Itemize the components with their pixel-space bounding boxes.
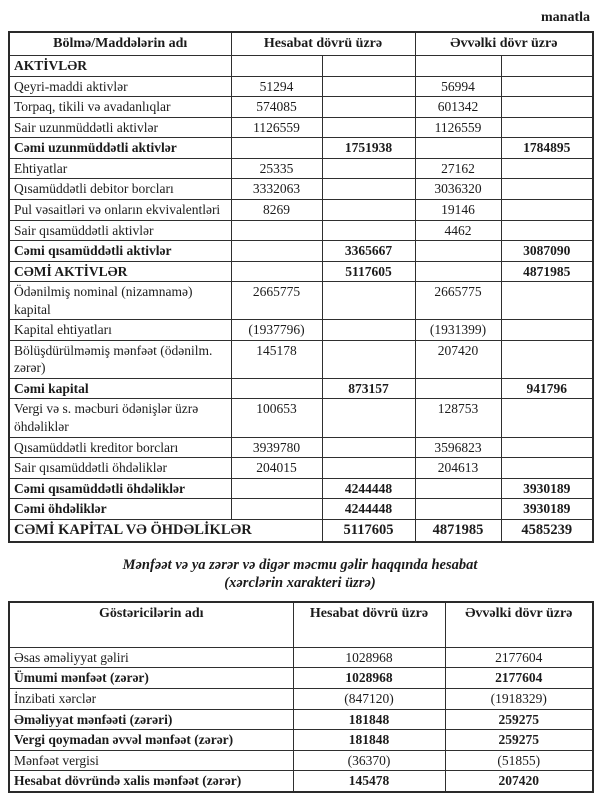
value-cell: 181848 xyxy=(293,709,445,730)
value-cell xyxy=(415,499,501,520)
value-cell xyxy=(322,158,415,179)
row-label-cell: Torpaq, tikili və avadanlıqlar xyxy=(9,97,231,118)
value-cell xyxy=(322,76,415,97)
value-cell: 3930189 xyxy=(501,478,593,499)
table-row xyxy=(9,750,593,771)
row-label-cell: Ümumi mənfəət (zərər) xyxy=(9,668,293,689)
row-label-cell: Kapital ehtiyatları xyxy=(9,320,231,341)
value-cell: 2177604 xyxy=(445,668,593,689)
value-cell xyxy=(415,241,501,262)
value-cell xyxy=(231,478,322,499)
row-label-cell: Qeyri-maddi aktivlər xyxy=(9,76,231,97)
value-cell xyxy=(501,56,593,77)
value-cell: (36370) xyxy=(293,750,445,771)
value-cell xyxy=(231,241,322,262)
value-cell: 27162 xyxy=(415,158,501,179)
table-row xyxy=(9,478,593,499)
value-cell: 601342 xyxy=(415,97,501,118)
balance-sheet-header-row xyxy=(9,32,593,56)
value-cell: 873157 xyxy=(322,378,415,399)
value-cell xyxy=(231,261,322,282)
table-row xyxy=(9,241,593,262)
value-cell: 19146 xyxy=(415,200,501,221)
table-row xyxy=(9,56,593,77)
row-label-cell: Cəmi qısamüddətli aktivlər xyxy=(9,241,231,262)
table-row xyxy=(9,158,593,179)
value-cell xyxy=(322,399,415,437)
value-cell: 1028968 xyxy=(293,647,445,668)
value-cell xyxy=(231,56,322,77)
row-label-cell: Ehtiyatlar xyxy=(9,158,231,179)
value-cell: 4244448 xyxy=(322,499,415,520)
value-cell xyxy=(501,340,593,378)
table-row xyxy=(9,261,593,282)
value-cell xyxy=(231,138,322,159)
table-row xyxy=(9,76,593,97)
value-cell xyxy=(415,261,501,282)
value-cell: 2177604 xyxy=(445,647,593,668)
table-row xyxy=(9,519,593,541)
currency-note: manatla xyxy=(541,10,590,25)
value-cell: 3036320 xyxy=(415,179,501,200)
table-row xyxy=(9,399,593,437)
value-cell: 56994 xyxy=(415,76,501,97)
row-label-cell: Əsas əməliyyat gəliri xyxy=(9,647,293,668)
value-cell xyxy=(322,320,415,341)
row-label-cell: İnzibati xərclər xyxy=(9,688,293,709)
value-cell: 4871985 xyxy=(415,519,501,541)
table-row xyxy=(9,320,593,341)
row-label-cell: Pul vəsaitləri və onların ekvivalentləri xyxy=(9,200,231,221)
table-row xyxy=(9,200,593,221)
table-row xyxy=(9,97,593,118)
row-label-cell: Sair qısamüddətli öhdəliklər xyxy=(9,458,231,479)
row-label-cell: Cəmi qısamüddətli öhdəliklər xyxy=(9,478,231,499)
row-label-cell: Cəmi öhdəliklər xyxy=(9,499,231,520)
value-cell: 3365667 xyxy=(322,241,415,262)
balance-sheet-table xyxy=(8,31,594,543)
value-cell: 259275 xyxy=(445,730,593,751)
value-cell: 3930189 xyxy=(501,499,593,520)
value-cell xyxy=(501,158,593,179)
value-cell xyxy=(231,220,322,241)
table-row xyxy=(9,220,593,241)
value-cell: (51855) xyxy=(445,750,593,771)
value-cell: 5117605 xyxy=(322,261,415,282)
value-cell xyxy=(415,138,501,159)
value-cell xyxy=(322,97,415,118)
value-cell: 259275 xyxy=(445,709,593,730)
value-cell: 100653 xyxy=(231,399,322,437)
value-cell: 25335 xyxy=(231,158,322,179)
row-label-cell: Mənfəət vergisi xyxy=(9,750,293,771)
value-cell: 574085 xyxy=(231,97,322,118)
value-cell: 2665775 xyxy=(231,282,322,320)
value-cell xyxy=(501,117,593,138)
value-cell: 4871985 xyxy=(501,261,593,282)
row-label-cell: Ödənilmiş nominal (nizamnamə) kapital xyxy=(9,282,231,320)
value-cell xyxy=(322,340,415,378)
table-row xyxy=(9,709,593,730)
value-cell xyxy=(322,179,415,200)
value-cell xyxy=(322,220,415,241)
value-cell: 207420 xyxy=(445,771,593,792)
value-cell: 51294 xyxy=(231,76,322,97)
value-cell: (847120) xyxy=(293,688,445,709)
row-label-cell: CƏMİ KAPİTAL VƏ ÖHDƏLİKLƏR xyxy=(9,519,322,541)
value-cell xyxy=(501,97,593,118)
value-cell: 8269 xyxy=(231,200,322,221)
value-cell: 2665775 xyxy=(415,282,501,320)
value-cell: (1931399) xyxy=(415,320,501,341)
table-row xyxy=(9,179,593,200)
row-label-cell: Qısamüddətli debitor borcları xyxy=(9,179,231,200)
value-cell xyxy=(501,320,593,341)
row-label-cell: Cəmi uzunmüddətli aktivlər xyxy=(9,138,231,159)
table-row xyxy=(9,117,593,138)
value-cell xyxy=(415,378,501,399)
row-label-cell: Sair qısamüddətli aktivlər xyxy=(9,220,231,241)
value-cell: 4585239 xyxy=(501,519,593,541)
column-header-previous-period: Əvvəlki dövr üzrə xyxy=(415,32,593,56)
row-label-cell: Əməliyyat mənfəəti (zərəri) xyxy=(9,709,293,730)
value-cell: 1126559 xyxy=(231,117,322,138)
row-label-cell: Bölüşdürülməmiş mənfəət (ödənilm. zərər) xyxy=(9,340,231,378)
value-cell: 5117605 xyxy=(322,519,415,541)
column-header-indicator-name: Göstəricilərin adı xyxy=(9,602,293,648)
row-label-cell: Cəmi kapital xyxy=(9,378,231,399)
value-cell: 207420 xyxy=(415,340,501,378)
value-cell xyxy=(501,220,593,241)
value-cell xyxy=(415,56,501,77)
value-cell: (1937796) xyxy=(231,320,322,341)
table-row xyxy=(9,458,593,479)
value-cell xyxy=(322,282,415,320)
value-cell: 1751938 xyxy=(322,138,415,159)
table-row xyxy=(9,378,593,399)
value-cell: 145178 xyxy=(231,340,322,378)
value-cell xyxy=(501,200,593,221)
value-cell: 4244448 xyxy=(322,478,415,499)
value-cell: 3939780 xyxy=(231,437,322,458)
value-cell xyxy=(322,437,415,458)
value-cell: 1126559 xyxy=(415,117,501,138)
table-row xyxy=(9,730,593,751)
value-cell: (1918329) xyxy=(445,688,593,709)
row-label-cell: CƏMİ AKTİVLƏR xyxy=(9,261,231,282)
value-cell: 145478 xyxy=(293,771,445,792)
value-cell xyxy=(501,76,593,97)
value-cell xyxy=(501,437,593,458)
table-row xyxy=(9,282,593,320)
value-cell: 4462 xyxy=(415,220,501,241)
value-cell: 1028968 xyxy=(293,668,445,689)
income-statement-table xyxy=(8,601,594,793)
value-cell: 204613 xyxy=(415,458,501,479)
table-row xyxy=(9,771,593,792)
value-cell: 3596823 xyxy=(415,437,501,458)
value-cell xyxy=(501,399,593,437)
value-cell: 941796 xyxy=(501,378,593,399)
value-cell xyxy=(415,478,501,499)
income-statement-body xyxy=(9,647,593,791)
table-row xyxy=(9,437,593,458)
value-cell: 3332063 xyxy=(231,179,322,200)
table-row xyxy=(9,647,593,668)
row-label-cell: Vergi qoymadan əvvəl mənfəət (zərər) xyxy=(9,730,293,751)
value-cell xyxy=(322,458,415,479)
value-cell: 181848 xyxy=(293,730,445,751)
column-header-section-name: Bölmə/Maddələrin adı xyxy=(9,32,231,56)
value-cell: 204015 xyxy=(231,458,322,479)
value-cell xyxy=(231,378,322,399)
income-statement-header-row xyxy=(9,602,593,648)
row-label-cell: AKTİVLƏR xyxy=(9,56,231,77)
table-row xyxy=(9,340,593,378)
value-cell xyxy=(322,56,415,77)
row-label-cell: Qısamüddətli kreditor borcları xyxy=(9,437,231,458)
income-statement-title-line1: Mənfəət və ya zərər və digər məcmu gəlir haqqında hesabat xyxy=(122,556,478,573)
value-cell xyxy=(501,282,593,320)
value-cell: 3087090 xyxy=(501,241,593,262)
table-row xyxy=(9,499,593,520)
value-cell xyxy=(231,499,322,520)
income-statement-title-line2: (xərclərin xarakteri üzrə) xyxy=(224,574,376,591)
table-row xyxy=(9,668,593,689)
row-label-cell: Hesabat dövründə xalis mənfəət (zərər) xyxy=(9,771,293,792)
value-cell xyxy=(501,458,593,479)
value-cell xyxy=(322,200,415,221)
row-label-cell: Vergi və s. məcburi ödənişlər üzrə öhdəliklər xyxy=(9,399,231,437)
value-cell xyxy=(501,179,593,200)
value-cell xyxy=(322,117,415,138)
income-statement-title xyxy=(8,556,592,592)
table-row xyxy=(9,688,593,709)
column-header-previous-period: Əvvəlki dövr üzrə xyxy=(445,602,593,648)
value-cell: 128753 xyxy=(415,399,501,437)
table-row xyxy=(9,138,593,159)
column-header-current-period: Hesabat dövrü üzrə xyxy=(293,602,445,648)
row-label-cell: Sair uzunmüddətli aktivlər xyxy=(9,117,231,138)
column-header-current-period: Hesabat dövrü üzrə xyxy=(231,32,415,56)
balance-sheet-body xyxy=(9,56,593,542)
value-cell: 1784895 xyxy=(501,138,593,159)
